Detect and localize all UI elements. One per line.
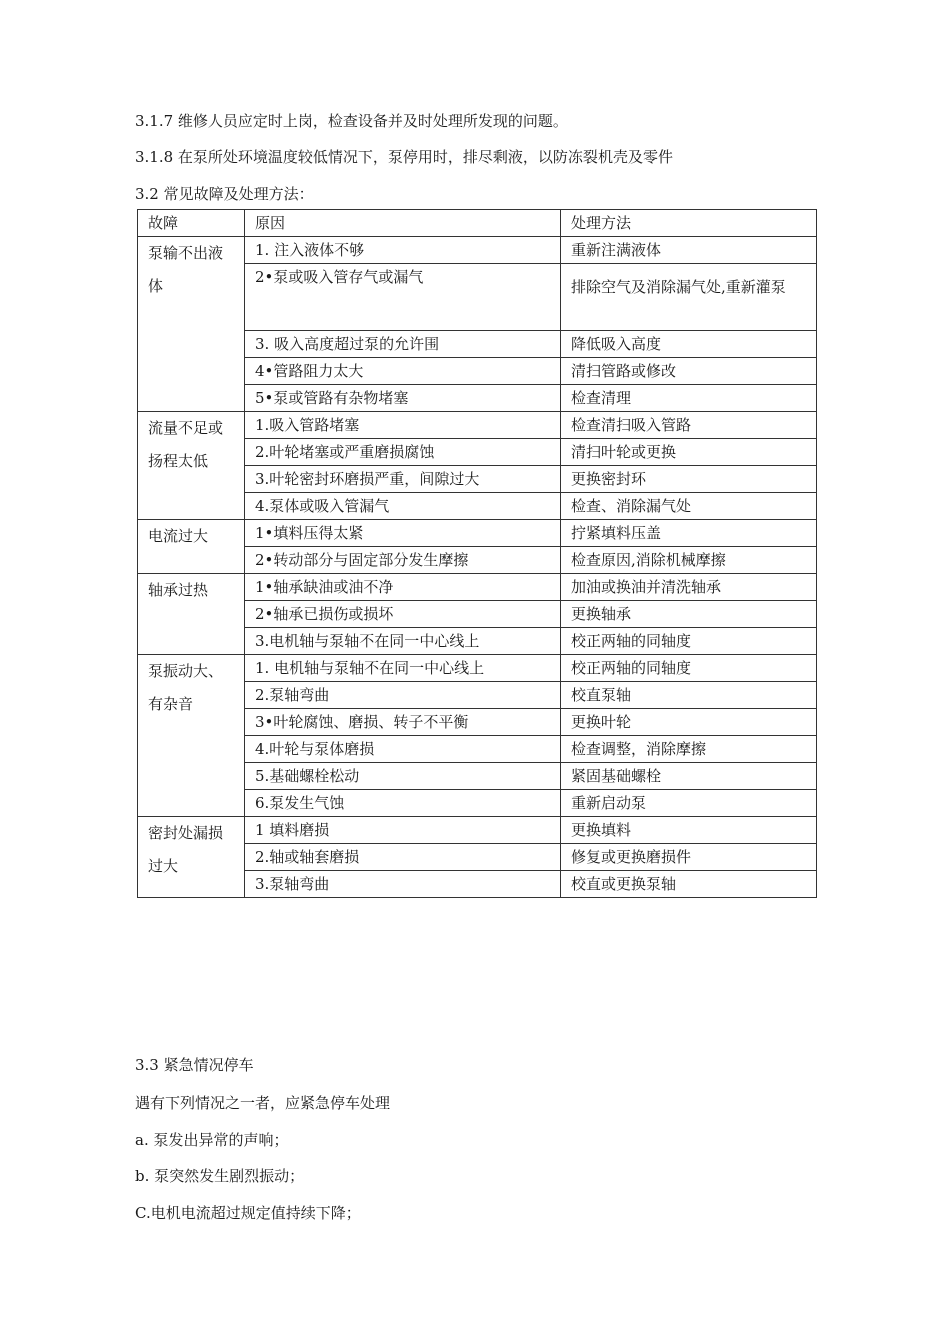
method-cell: 清扫管路或修改 [561, 358, 817, 385]
method-cell: 修复或更换磨损件 [561, 844, 817, 871]
header-fault: 故障 [138, 210, 245, 237]
method-cell: 紧固基础螺栓 [561, 763, 817, 790]
cause-cell: 1•轴承缺油或油不净 [245, 574, 561, 601]
cause-cell: 4.叶轮与泵体磨损 [245, 736, 561, 763]
table-row [138, 520, 817, 547]
method-cell: 更换叶轮 [561, 709, 817, 736]
cause-cell: 3. 吸入高度超过泵的允许围 [245, 331, 561, 358]
cause-cell: 1. 注入液体不够 [245, 237, 561, 264]
fault-cell: 泵输不出液体 [138, 237, 245, 412]
cause-cell: 5.基础螺栓松动 [245, 763, 561, 790]
emergency-item-a: a. 泵发出异常的声响； [135, 1131, 289, 1149]
table-row [138, 412, 817, 439]
table-row [138, 574, 817, 601]
emergency-item-c: C.电机电流超过规定值持续下降； [135, 1204, 361, 1222]
fault-cell: 泵振动大、有杂音 [138, 655, 245, 817]
method-cell: 检查清理 [561, 385, 817, 412]
method-cell: 清扫叶轮或更换 [561, 439, 817, 466]
emergency-item-b: b. 泵突然发生剧烈振动； [135, 1167, 305, 1185]
cause-cell: 2.叶轮堵塞或严重磨损腐蚀 [245, 439, 561, 466]
cause-cell: 6.泵发生气蚀 [245, 790, 561, 817]
section-heading-3-3: 3.3 紧急情况停车 [135, 1056, 254, 1074]
method-cell: 检查原因,消除机械摩擦 [561, 547, 817, 574]
method-cell: 更换填料 [561, 817, 817, 844]
cause-cell: 2.泵轴弯曲 [245, 682, 561, 709]
fault-table [137, 209, 817, 898]
fault-cell: 流量不足或扬程太低 [138, 412, 245, 520]
method-cell: 校正两轴的同轴度 [561, 655, 817, 682]
cause-cell: 4.泵体或吸入管漏气 [245, 493, 561, 520]
section-heading-3-2: 3.2 常见故障及处理方法： [135, 185, 314, 203]
fault-cell: 密封处漏损过大 [138, 817, 245, 898]
table-header-row [138, 210, 817, 237]
cause-cell: 3.电机轴与泵轴不在同一中心线上 [245, 628, 561, 655]
fault-cell: 轴承过热 [138, 574, 245, 655]
cause-cell: 2•轴承已损伤或损坏 [245, 601, 561, 628]
cause-cell: 1•填料压得太紧 [245, 520, 561, 547]
method-cell: 检查、消除漏气处 [561, 493, 817, 520]
cause-cell: 2.轴或轴套磨损 [245, 844, 561, 871]
header-method: 处理方法 [561, 210, 817, 237]
method-cell: 检查调整，消除摩擦 [561, 736, 817, 763]
header-cause: 原因 [245, 210, 561, 237]
cause-cell: 1.吸入管路堵塞 [245, 412, 561, 439]
method-cell: 重新启动泵 [561, 790, 817, 817]
method-cell: 拧紧填料压盖 [561, 520, 817, 547]
cause-cell: 2•转动部分与固定部分发生摩擦 [245, 547, 561, 574]
table-row [138, 655, 817, 682]
cause-cell: 3•叶轮腐蚀、磨损、转子不平衡 [245, 709, 561, 736]
cause-cell: 1 填料磨损 [245, 817, 561, 844]
table-row [138, 237, 817, 264]
cause-cell: 4•管路阻力太大 [245, 358, 561, 385]
table-row [138, 817, 817, 844]
method-cell: 检查清扫吸入管路 [561, 412, 817, 439]
method-cell: 校正两轴的同轴度 [561, 628, 817, 655]
cause-cell: 5•泵或管路有杂物堵塞 [245, 385, 561, 412]
cause-cell: 2•泵或吸入管存气或漏气 [245, 264, 561, 331]
method-cell: 校直泵轴 [561, 682, 817, 709]
fault-cell: 电流过大 [138, 520, 245, 574]
cause-cell: 3.泵轴弯曲 [245, 871, 561, 898]
clause-3-1-8: 3.1.8 在泵所处环境温度较低情况下，泵停用时，排尽剩液，以防冻裂机壳及零件 [135, 148, 673, 166]
clause-3-1-7: 3.1.7 维修人员应定时上岗，检查设备并及时处理所发现的问题。 [135, 112, 568, 130]
method-cell: 加油或换油并清洗轴承 [561, 574, 817, 601]
method-cell: 重新注满液体 [561, 237, 817, 264]
method-cell: 降低吸入高度 [561, 331, 817, 358]
cause-cell: 3.叶轮密封环磨损严重，间隙过大 [245, 466, 561, 493]
method-cell: 更换轴承 [561, 601, 817, 628]
cause-cell: 1. 电机轴与泵轴不在同一中心线上 [245, 655, 561, 682]
emergency-intro: 遇有下列情况之一者，应紧急停车处理 [135, 1094, 391, 1112]
method-cell: 校直或更换泵轴 [561, 871, 817, 898]
method-cell: 排除空气及消除漏气处,重新灌泵 [561, 264, 817, 331]
method-cell: 更换密封环 [561, 466, 817, 493]
